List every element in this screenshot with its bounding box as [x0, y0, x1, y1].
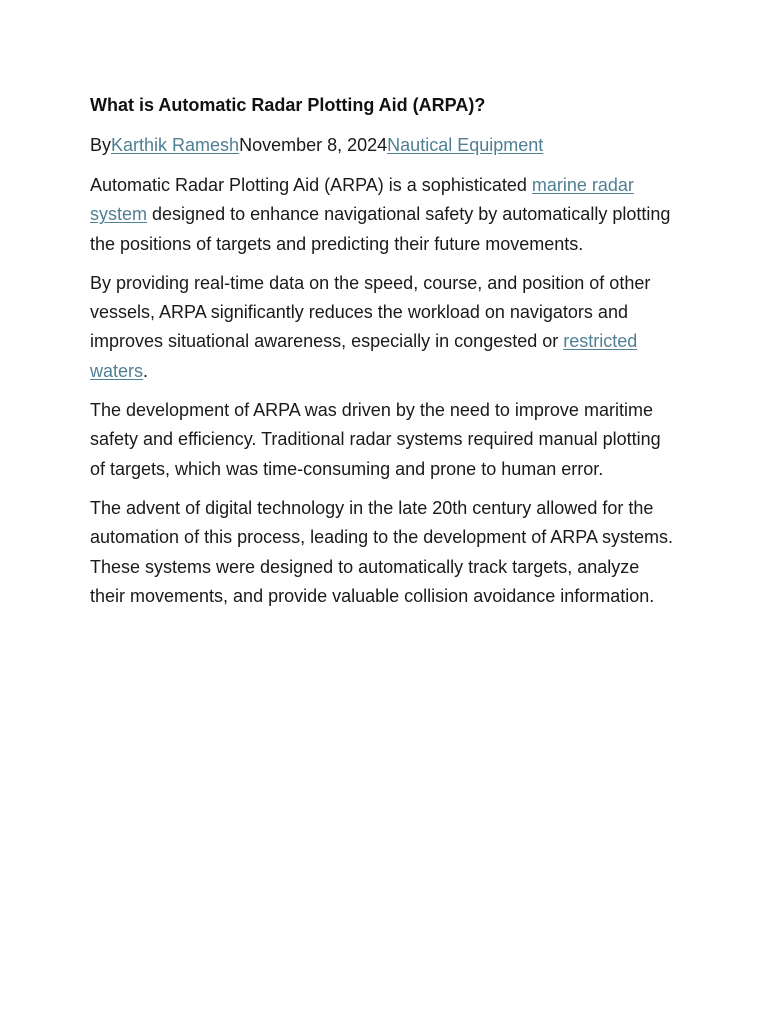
publish-date: November 8, 2024 [239, 135, 388, 155]
paragraph-benefits [90, 269, 678, 386]
paragraph-development: The development of ARPA was driven by the need to improve maritime safety and efficiency. Traditional radar systems required manual plotting of targets, which was time-consuming and prone to human error. [90, 400, 661, 479]
paragraph-digital-advent: The advent of digital technology in the late 20th century allowed for the automation of this process, leading to the development of ARPA systems. These systems were designed to automatically track targets, analyze their movements, and provide valuable collision avoidance information. [90, 497, 673, 606]
article-byline [90, 132, 678, 158]
category-link[interactable]: Nautical Equipment [387, 135, 544, 155]
paragraph-benefits-text-before: By providing real-time data on the speed, course, and position of other vessels, ARPA significantly reduces the workload on navigators and improves situational awareness, especially in congested or [90, 272, 651, 352]
paragraph-intro [90, 171, 678, 259]
paragraph-benefits-text-after: . [143, 360, 149, 381]
byline-prefix: By [90, 135, 112, 155]
paragraph-intro-text-after: designed to enhance navigational safety by automatically plotting the positions of targets and predicting their future movements. [90, 204, 671, 254]
restricted-waters-link[interactable]: restricted waters [90, 331, 638, 381]
author-link[interactable]: Karthik Ramesh [111, 135, 240, 155]
marine-radar-system-link[interactable]: marine radar system [90, 175, 634, 225]
paragraph-intro-text-before: Automatic Radar Plotting Aid (ARPA) is a sophisticated [90, 175, 532, 195]
article-title: What is Automatic Radar Plotting Aid (ARPA)? [90, 95, 486, 115]
